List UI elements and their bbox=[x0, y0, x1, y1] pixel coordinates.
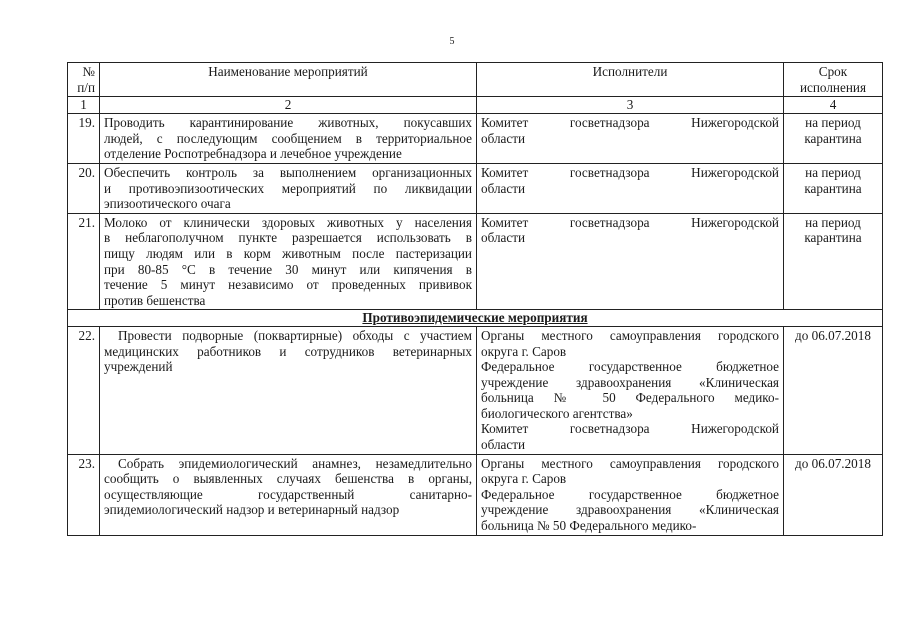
term-line: до 06.07.2018 bbox=[795, 327, 871, 343]
measure-description bbox=[100, 114, 477, 164]
row-number: 22. bbox=[68, 326, 100, 454]
term-line: карантина bbox=[804, 130, 862, 146]
page-number: 5 bbox=[449, 36, 455, 47]
executor-line: учреждение здравоохранения «Клиническая bbox=[481, 502, 779, 518]
measure-description-line: осуществляющие государственный санитарно- bbox=[104, 486, 472, 502]
measure-description-line: учреждений bbox=[104, 359, 173, 375]
term-cell bbox=[784, 454, 883, 535]
term-line: до 06.07.2018 bbox=[795, 455, 871, 471]
measure-description-line: эпизоотического очага bbox=[104, 196, 231, 212]
executor-line: области bbox=[481, 130, 526, 146]
executor-line: Органы местного самоуправления городского bbox=[481, 455, 779, 471]
row-number: 23. bbox=[68, 454, 100, 535]
column-index: 3 bbox=[477, 97, 784, 114]
executor-line: Комитет госветнадзора Нижегородской bbox=[481, 115, 779, 131]
header-executors: Исполнители bbox=[477, 63, 784, 97]
row-number: 21. bbox=[68, 213, 100, 310]
measure-description-line: пищу людям или в корм животным после пастеризации bbox=[104, 245, 472, 261]
measure-description-line: Обеспечить контроль за выполнением организационных bbox=[104, 164, 472, 180]
executor-line: больница № 50 Федерального медико- bbox=[481, 518, 697, 534]
executor-line: области bbox=[481, 180, 526, 196]
measure-description-line: и противоэпизоотических мероприятий по ликвидации bbox=[104, 180, 472, 196]
table-row bbox=[68, 114, 883, 164]
executor-line: области bbox=[481, 230, 526, 246]
executor-line: биологического агентства» bbox=[481, 405, 633, 421]
header-number bbox=[68, 63, 100, 97]
header-term-line2: исполнения bbox=[799, 79, 867, 95]
column-index: 2 bbox=[100, 97, 477, 114]
measures-table bbox=[67, 62, 883, 536]
executor-line: Федеральное государственное бюджетное bbox=[481, 486, 779, 502]
measure-description-line: Проводить карантинирование животных, покусавших bbox=[104, 115, 472, 131]
section-title: Противоэпидемические мероприятия bbox=[68, 310, 883, 327]
term-cell bbox=[784, 163, 883, 213]
measure-description-line: в неблагополучном пункте разрешается использовать в bbox=[104, 230, 472, 246]
executor-line: больница № 50 Федерального медико- bbox=[481, 390, 779, 406]
measure-description-line: сообщить о выявленных случаях бешенства в органы, bbox=[104, 471, 472, 487]
column-index: 1 bbox=[68, 97, 100, 114]
table-header-row bbox=[68, 63, 883, 97]
measure-description-line: Молоко от клинически здоровых животных у населения bbox=[104, 214, 472, 230]
term-line: на период bbox=[805, 164, 861, 180]
row-number: 20. bbox=[68, 163, 100, 213]
measure-description bbox=[100, 326, 477, 454]
column-index: 4 bbox=[784, 97, 883, 114]
measure-description bbox=[100, 454, 477, 535]
measure-description-line: течение 5 минут независимо от проведенных прививок bbox=[104, 277, 472, 293]
term-cell bbox=[784, 114, 883, 164]
executor-line: округа г. Саров bbox=[481, 343, 567, 359]
table-row bbox=[68, 213, 883, 310]
measure-description-line: отделение Роспотребнадзора и лечебное учреждение bbox=[104, 146, 402, 162]
row-number: 19. bbox=[68, 114, 100, 164]
term-cell bbox=[784, 213, 883, 310]
measure-description-line: медицинских работников и сотрудников ветеринарных bbox=[104, 343, 472, 359]
term-cell bbox=[784, 326, 883, 454]
term-line: на период bbox=[805, 214, 861, 230]
measure-description-line: при 80-85 °С в течение 30 минут или кипячения в bbox=[104, 261, 472, 277]
term-line: карантина bbox=[804, 180, 862, 196]
table-row bbox=[68, 163, 883, 213]
measure-description-line: против бешенства bbox=[104, 292, 206, 308]
measure-description-line: людей, с последующим сообщением в территориальное bbox=[104, 130, 472, 146]
header-term-line1: Срок bbox=[818, 64, 848, 79]
section-header-row bbox=[68, 310, 883, 327]
header-number-symbol: № bbox=[82, 64, 95, 79]
executor-line: Комитет госветнадзора Нижегородской bbox=[481, 214, 779, 230]
executor-line: Комитет госветнадзора Нижегородской bbox=[481, 164, 779, 180]
executors-cell bbox=[477, 454, 784, 535]
table-row bbox=[68, 326, 883, 454]
executor-line: Органы местного самоуправления городского bbox=[481, 327, 779, 343]
executors-cell bbox=[477, 163, 784, 213]
executor-line: Комитет госветнадзора Нижегородской bbox=[481, 421, 779, 437]
executors-cell bbox=[477, 213, 784, 310]
executor-line: округа г. Саров bbox=[481, 471, 567, 487]
term-line: карантина bbox=[804, 230, 862, 246]
executor-line: Федеральное государственное бюджетное bbox=[481, 359, 779, 375]
measure-description-line: эпидемиологический надзор и ветеринарный надзор bbox=[104, 502, 400, 518]
executors-cell bbox=[477, 326, 784, 454]
measure-description-line: Собрать эпидемиологический анамнез, незамедлительно bbox=[118, 455, 472, 471]
measure-description bbox=[100, 163, 477, 213]
executor-line: учреждение здравоохранения «Клиническая bbox=[481, 374, 779, 390]
executor-line: области bbox=[481, 437, 526, 453]
column-index-row bbox=[68, 97, 883, 114]
measure-description bbox=[100, 213, 477, 310]
measure-description-line: Провести подворные (поквартирные) обходы с участием bbox=[118, 327, 472, 343]
header-number-abbrev: п/п bbox=[77, 79, 95, 95]
executors-cell bbox=[477, 114, 784, 164]
term-line: на период bbox=[805, 115, 861, 131]
header-name: Наименование мероприятий bbox=[100, 63, 477, 97]
table-row bbox=[68, 454, 883, 535]
header-term bbox=[784, 63, 883, 97]
